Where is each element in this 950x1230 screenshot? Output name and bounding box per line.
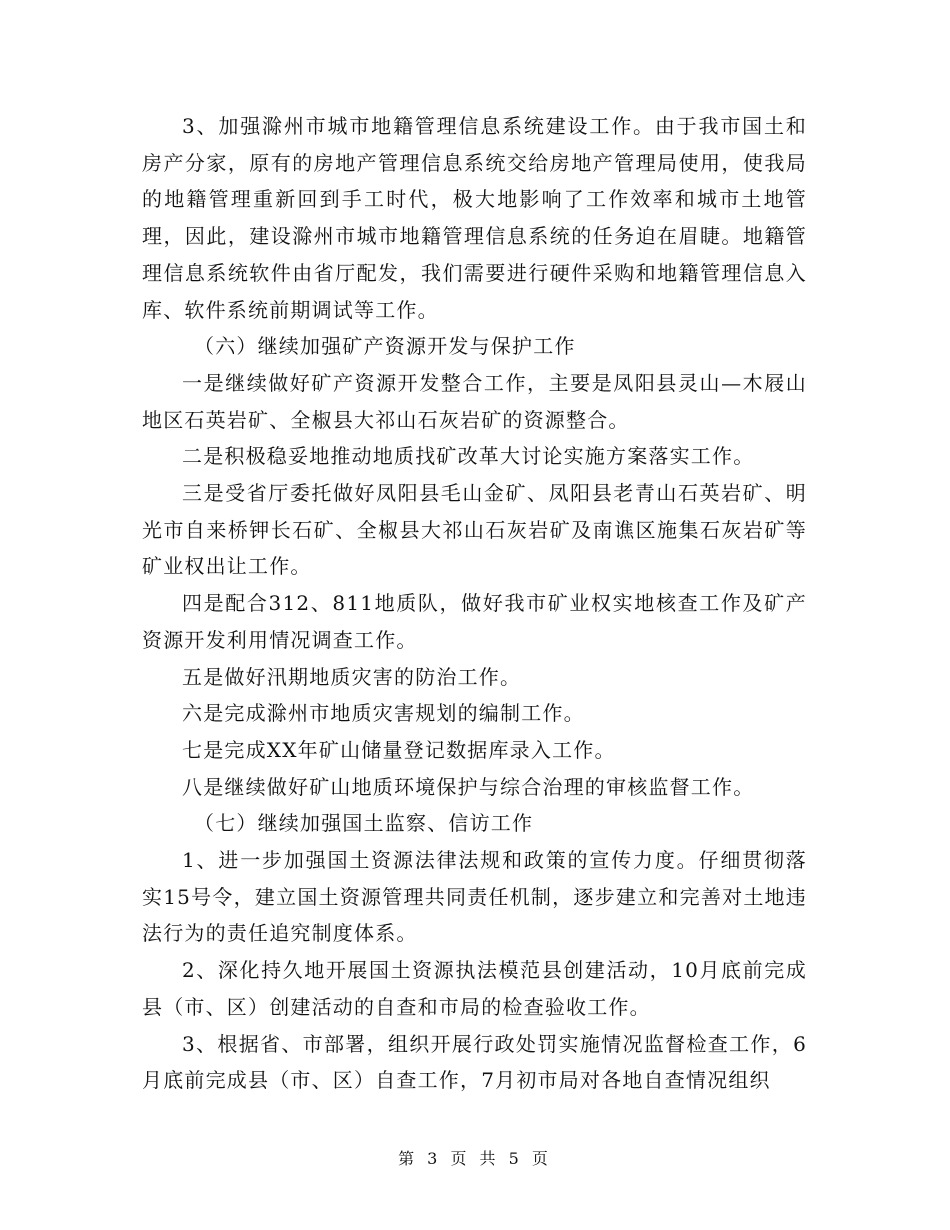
page-number-footer: 第 3 页 共 5 页 xyxy=(398,1149,552,1168)
paragraph-supervision-2: 2、深化持久地开展国土资源执法模范县创建活动，10月底前完成县（市、区）创建活动的自查和市局的检查验收工作。 xyxy=(142,958,807,1019)
section-heading-mineral-resources: （六）继续加强矿产资源开发与保护工作 xyxy=(194,334,576,359)
paragraph-supervision-3: 3、根据省、市部署，组织开展行政处罚实施情况监督检查工作，6月底前完成县（市、区）自查工作，7月初市局对各地自查情况组织 xyxy=(142,1031,807,1093)
paragraph-item-4: 四是配合312、811地质队，做好我市矿业权实地核查工作及矿产资源开发利用情况调查工作。 xyxy=(142,591,807,652)
paragraph-item-2: 二是积极稳妥地推动地质找矿改革大讨论实施方案落实工作。 xyxy=(182,444,755,469)
paragraph-item-8: 八是继续做好矿山地质环境保护与综合治理的审核监督工作。 xyxy=(182,774,755,799)
paragraph-cadastral-system: 3、加强滁州市城市地籍管理信息系统建设工作。由于我市国土和房产分家，原有的房地产管理信息系统交给房地产管理局使用，使我局的地籍管理重新回到手工时代，极大地影响了工作效率和城市土地管理，因此，建设滁州市城市地籍管理信息系统的任务迫在眉睫。地籍管理信息系统软件由省厅配发，我们需要进行硬件采购和地籍管理信息入库、软件系统前期调试等工作。 xyxy=(142,114,807,322)
document-body xyxy=(142,108,807,1099)
paragraph-item-5: 五是做好汛期地质灾害的防治工作。 xyxy=(182,664,522,689)
paragraph-item-6: 六是完成滁州市地质灾害规划的编制工作。 xyxy=(182,701,585,726)
paragraph-item-1: 一是继续做好矿产资源开发整合工作，主要是凤阳县灵山—木屐山地区石英岩矿、全椒县大祁山石灰岩矿的资源整合。 xyxy=(142,370,807,432)
paragraph-item-7: 七是完成XX年矿山储量登记数据库录入工作。 xyxy=(182,737,616,762)
paragraph-supervision-1: 1、进一步加强国土资源法律法规和政策的宣传力度。仔细贯彻落实15号令，建立国土资源管理共同责任机制，逐步建立和完善对土地违法行为的责任追究制度体系。 xyxy=(142,848,807,946)
paragraph-item-3: 三是受省厅委托做好凤阳县毛山金矿、凤阳县老青山石英岩矿、明光市自来桥钾长石矿、全椒县大祁山石灰岩矿及南谯区施集石灰岩矿等矿业权出让工作。 xyxy=(142,481,807,579)
section-heading-land-supervision: （七）继续加强国土监察、信访工作 xyxy=(194,811,534,836)
